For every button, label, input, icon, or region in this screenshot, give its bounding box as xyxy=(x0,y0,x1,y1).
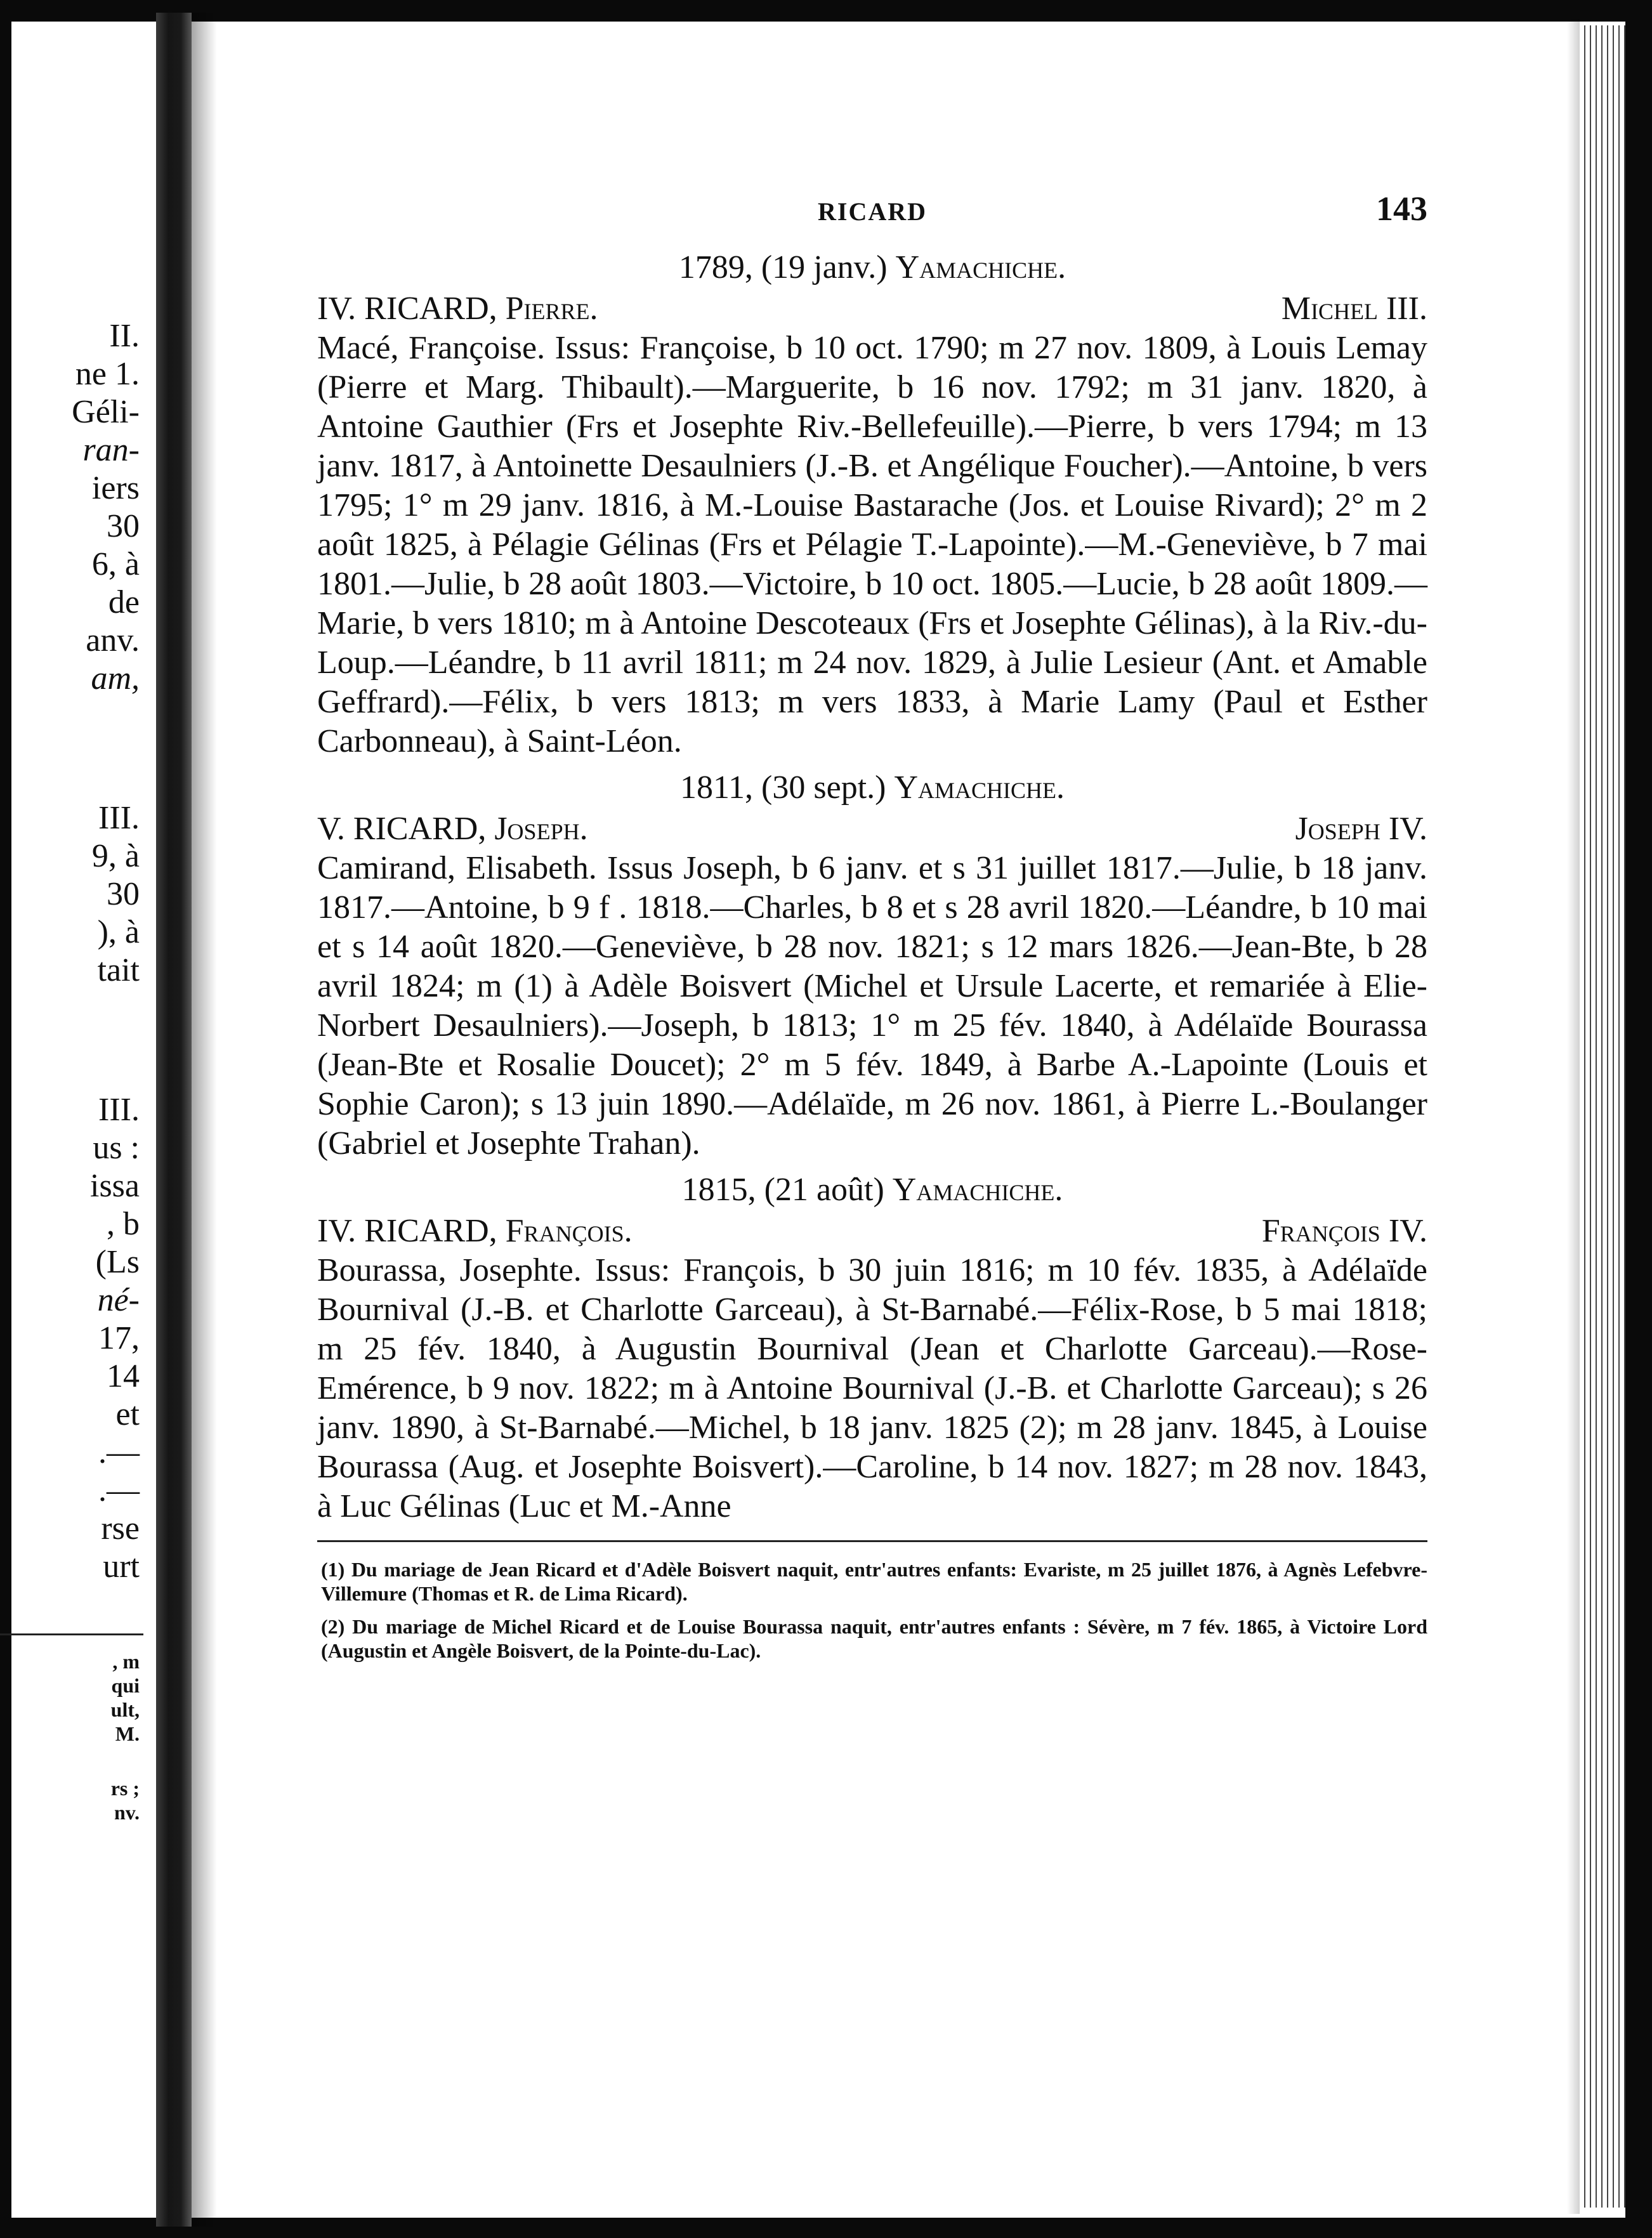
parent-reference: Michel III. xyxy=(1281,291,1427,327)
running-head-title: RICARD xyxy=(818,197,927,226)
fragment-footnote-line: qui xyxy=(111,1674,140,1697)
person-name: IV. RICARD, Pierre. xyxy=(317,291,598,327)
fragment-footnote-line: rs ; xyxy=(110,1777,140,1800)
spine-shadow xyxy=(192,13,217,2227)
fragment-line: Géli- xyxy=(72,394,140,430)
fragment-line: issa xyxy=(90,1168,140,1204)
marriage-date: 1815, (21 août) xyxy=(681,1172,884,1208)
fragment-line: am, xyxy=(91,660,140,697)
fragment-line: et xyxy=(115,1396,140,1432)
fragment-line: urt xyxy=(103,1548,140,1585)
fragment-footnote-line: nv. xyxy=(114,1801,140,1824)
page-edge-shadow xyxy=(1567,19,1580,2214)
fragment-footnote-line: , m xyxy=(112,1650,140,1673)
fragment-footnote-line: M. xyxy=(115,1722,140,1745)
running-head xyxy=(317,184,1427,241)
page-number: 143 xyxy=(1376,190,1427,228)
fragment-line: tait xyxy=(97,952,140,988)
fragment-line: ), à xyxy=(97,914,140,950)
fragment-line: rse xyxy=(101,1510,140,1547)
fragment-line: II. xyxy=(109,318,140,354)
person-line xyxy=(317,809,1427,849)
entry-text: Bourassa, Josephte. Issus: François, b 30 juin 1816; m 10 fév. 1835, à Adélaïde Bournival (J.-B. et Charlotte Garceau), à St-Barnabé.—Félix-Rose, b 5 mai 1818; m 25 fév. 1840, à Augustin Bournival (Jean et Charlotte Garceau).—Rose-Emérence, b 9 nov. 1822; m à Antoine Bournival (J.-B. et Charlotte Garceau); s 26 janv. 1890, à St-Barnabé.—Michel, b 18 janv. 1825 (2); m 28 janv. 1845, à Louise Bourassa (Aug. et Josephte Boisvert).—Caroline, b 14 nov. 1827; m 28 nov. 1843, à Luc Gélinas (Luc et M.-Anne xyxy=(317,1252,1427,1524)
fragment-line: us : xyxy=(93,1130,140,1166)
fragment-line: III. xyxy=(98,800,140,836)
book-gutter xyxy=(156,13,192,2227)
marriage-heading xyxy=(317,249,1427,287)
fragment-line: 9, à xyxy=(91,838,140,874)
fragment-line: .— xyxy=(98,1472,140,1508)
scan-border-bottom xyxy=(0,2218,1652,2238)
fragment-footnote-rule xyxy=(0,1633,143,1635)
scan-border-right xyxy=(1625,0,1652,2238)
fragment-line: ran- xyxy=(82,432,140,468)
fragment-line: de xyxy=(108,584,140,620)
book-page xyxy=(317,184,1427,1672)
fragment-line: né- xyxy=(97,1282,140,1318)
fragment-line: iers xyxy=(91,470,140,506)
fragment-line: .— xyxy=(98,1434,140,1470)
marriage-place: Yamachiche. xyxy=(894,769,1065,806)
marriage-place: Yamachiche. xyxy=(895,249,1066,285)
fragment-footnote-line: ult, xyxy=(110,1698,140,1721)
marriage-heading xyxy=(317,1171,1427,1209)
fragment-line: , b xyxy=(107,1206,140,1242)
fragment-line: 30 xyxy=(107,876,140,912)
scan-border-top xyxy=(0,0,1652,22)
left-page-fragment xyxy=(0,0,152,2238)
page-edges xyxy=(1580,25,1625,2208)
marriage-date: 1789, (19 janv.) xyxy=(678,249,888,285)
person-name: IV. RICARD, François. xyxy=(317,1213,633,1249)
footnote: (2) Du mariage de Michel Ricard et de Louise Bourassa naquit, entr'autres enfants : Sévère, m 7 fév. 1865, à Victoire Lord (Augustin et Angèle Boisvert, de la Pointe-du-Lac). xyxy=(321,1615,1427,1662)
fragment-line: 30 xyxy=(107,508,140,544)
parent-reference: Joseph IV. xyxy=(1295,811,1427,847)
fragment-line: ne 1. xyxy=(75,356,140,392)
entry-text: Macé, Françoise. Issus: Françoise, b 10 oct. 1790; m 27 nov. 1809, à Louis Lemay (Pierre et Marg. Thibault).—Marguerite, b 16 nov. 1792; m 31 janv. 1820, à Antoine Gauthier (Frs et Josephte Riv.-Bellefeuille).—Pierre, b vers 1794; m 13 janv. 1817, à Antoinette Desaulniers (J.-B. et Angélique Foucher).—Antoine, b vers 1795; 1° m 29 janv. 1816, à M.-Louise Bastarache (Jos. et Louise Rivard); 2° m 2 août 1825, à Pélagie Gélinas (Frs et Pélagie T.-Lapointe).—M.-Geneviève, b 7 mai 1801.—Julie, b 28 août 1803.—Victoire, b 10 oct. 1805.—Lucie, b 28 août 1809.—Marie, b vers 1810; m à Antoine Descoteaux (Frs et Josephte Gélinas), à la Riv.-du-Loup.—Léandre, b 11 avril 1811; m 24 nov. 1829, à Julie Lesieur (Ant. et Amable Geffrard).—Félix, b vers 1813; m vers 1833, à Marie Lamy (Paul et Esther Carbonneau), à Saint-Léon. xyxy=(317,330,1427,759)
fragment-line: 14 xyxy=(107,1358,140,1394)
fragment-line: anv. xyxy=(86,622,140,658)
genealogy-entry xyxy=(317,769,1427,1163)
fragment-line: III. xyxy=(98,1092,140,1128)
marriage-heading xyxy=(317,769,1427,807)
fragment-line: (Ls xyxy=(95,1244,140,1280)
fragment-line: 17, xyxy=(98,1320,140,1356)
person-name: V. RICARD, Joseph. xyxy=(317,811,588,847)
parent-reference: François IV. xyxy=(1261,1213,1427,1249)
marriage-date: 1811, (30 sept.) xyxy=(679,769,886,806)
person-line xyxy=(317,289,1427,329)
genealogy-entry xyxy=(317,249,1427,761)
entry-text: Camirand, Elisabeth. Issus Joseph, b 6 janv. et s 31 juillet 1817.—Julie, b 18 janv. 1817.—Antoine, b 9 f . 1818.—Charles, b 8 et s 28 avril 1820.—Léandre, b 10 mai et s 14 août 1820.—Geneviève, b 28 nov. 1821; s 12 mars 1826.—Jean-Bte, b 28 avril 1824; m (1) à Adèle Boisvert (Michel et Ursule Lacerte, et remariée à Elie-Norbert Desaulniers).—Joseph, b 1813; 1° m 25 fév. 1840, à Adélaïde Bourassa (Jean-Bte et Rosalie Doucet); 2° m 5 fév. 1849, à Barbe A.-Lapointe (Louis et Sophie Caron); s 13 juin 1890.—Adélaïde, m 26 nov. 1861, à Pierre L.-Boulanger (Gabriel et Josephte Trahan). xyxy=(317,850,1427,1162)
footnote: (1) Du mariage de Jean Ricard et d'Adèle Boisvert naquit, entr'autres enfants: Evariste, m 25 juillet 1876, à Agnès Lefebvre-Villemure (Thomas et R. de Lima Ricard). xyxy=(321,1558,1427,1605)
person-line xyxy=(317,1212,1427,1251)
marriage-place: Yamachiche. xyxy=(892,1172,1063,1208)
footnote-rule xyxy=(317,1540,1427,1542)
fragment-line: 6, à xyxy=(91,546,140,582)
genealogy-entry xyxy=(317,1171,1427,1526)
